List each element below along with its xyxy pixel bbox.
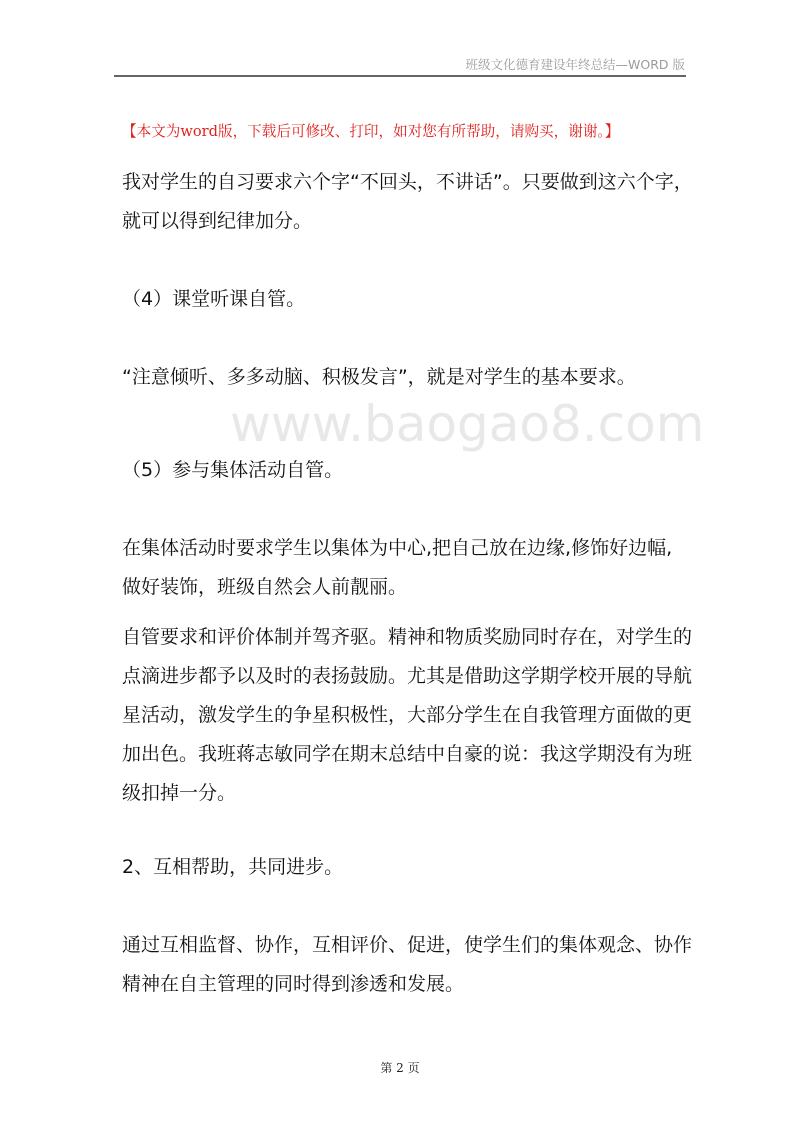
paragraph-line: 级扣掉一分。 xyxy=(122,782,237,804)
paragraph-line: “注意倾听、多多动脑、积极发言”，就是对学生的基本要求。 xyxy=(122,366,636,388)
watermark: www.baogao8.com xyxy=(230,395,705,453)
paragraph-line: 星活动，激发学生的争星积极性，大部分学生在自我管理方面做的更 xyxy=(122,704,693,726)
paragraph-line: （4）课堂听课自管。 xyxy=(122,288,306,310)
page-number: 第 2 页 xyxy=(380,1061,420,1075)
paragraph-line: 自管要求和评价体制并驾齐驱。精神和物质奖励同时存在，对学生的 xyxy=(122,626,693,648)
paragraph-line: 就可以得到纪律加分。 xyxy=(122,210,313,232)
header-divider xyxy=(114,75,686,77)
paragraph-line: 精神在自主管理的同时得到渗透和发展。 xyxy=(122,973,465,995)
paragraph-line: 加出色。我班蒋志敏同学在期末总结中自豪的说：我这学期没有为班 xyxy=(122,743,693,765)
paragraph-line: 做好装饰，班级自然会人前靓丽。 xyxy=(122,576,408,598)
paragraph-line: 2、互相帮助，共同进步。 xyxy=(122,856,344,878)
paragraph-line: 点滴进步都予以及时的表扬鼓励。尤其是借助这学期学校开展的导航 xyxy=(122,665,693,687)
paragraph-line: 我对学生的自习要求六个字“不回头，不讲话”。只要做到这六个字， xyxy=(122,171,693,193)
paragraph-line: （5）参与集体活动自管。 xyxy=(122,459,344,481)
paragraph-line: 通过互相监督、协作，互相评价、促进，使学生们的集体观念、协作 xyxy=(122,934,693,956)
paragraph-line: 在集体活动时要求学生以集体为中心,把自己放在边缘,修饰好边幅, xyxy=(122,537,673,559)
purchase-notice: 【本文为word版，下载后可修改、打印，如对您有所帮助，请购买，谢谢。】 xyxy=(122,123,620,140)
running-header: 班级文化德育建设年终总结—WORD 版 xyxy=(465,57,685,72)
